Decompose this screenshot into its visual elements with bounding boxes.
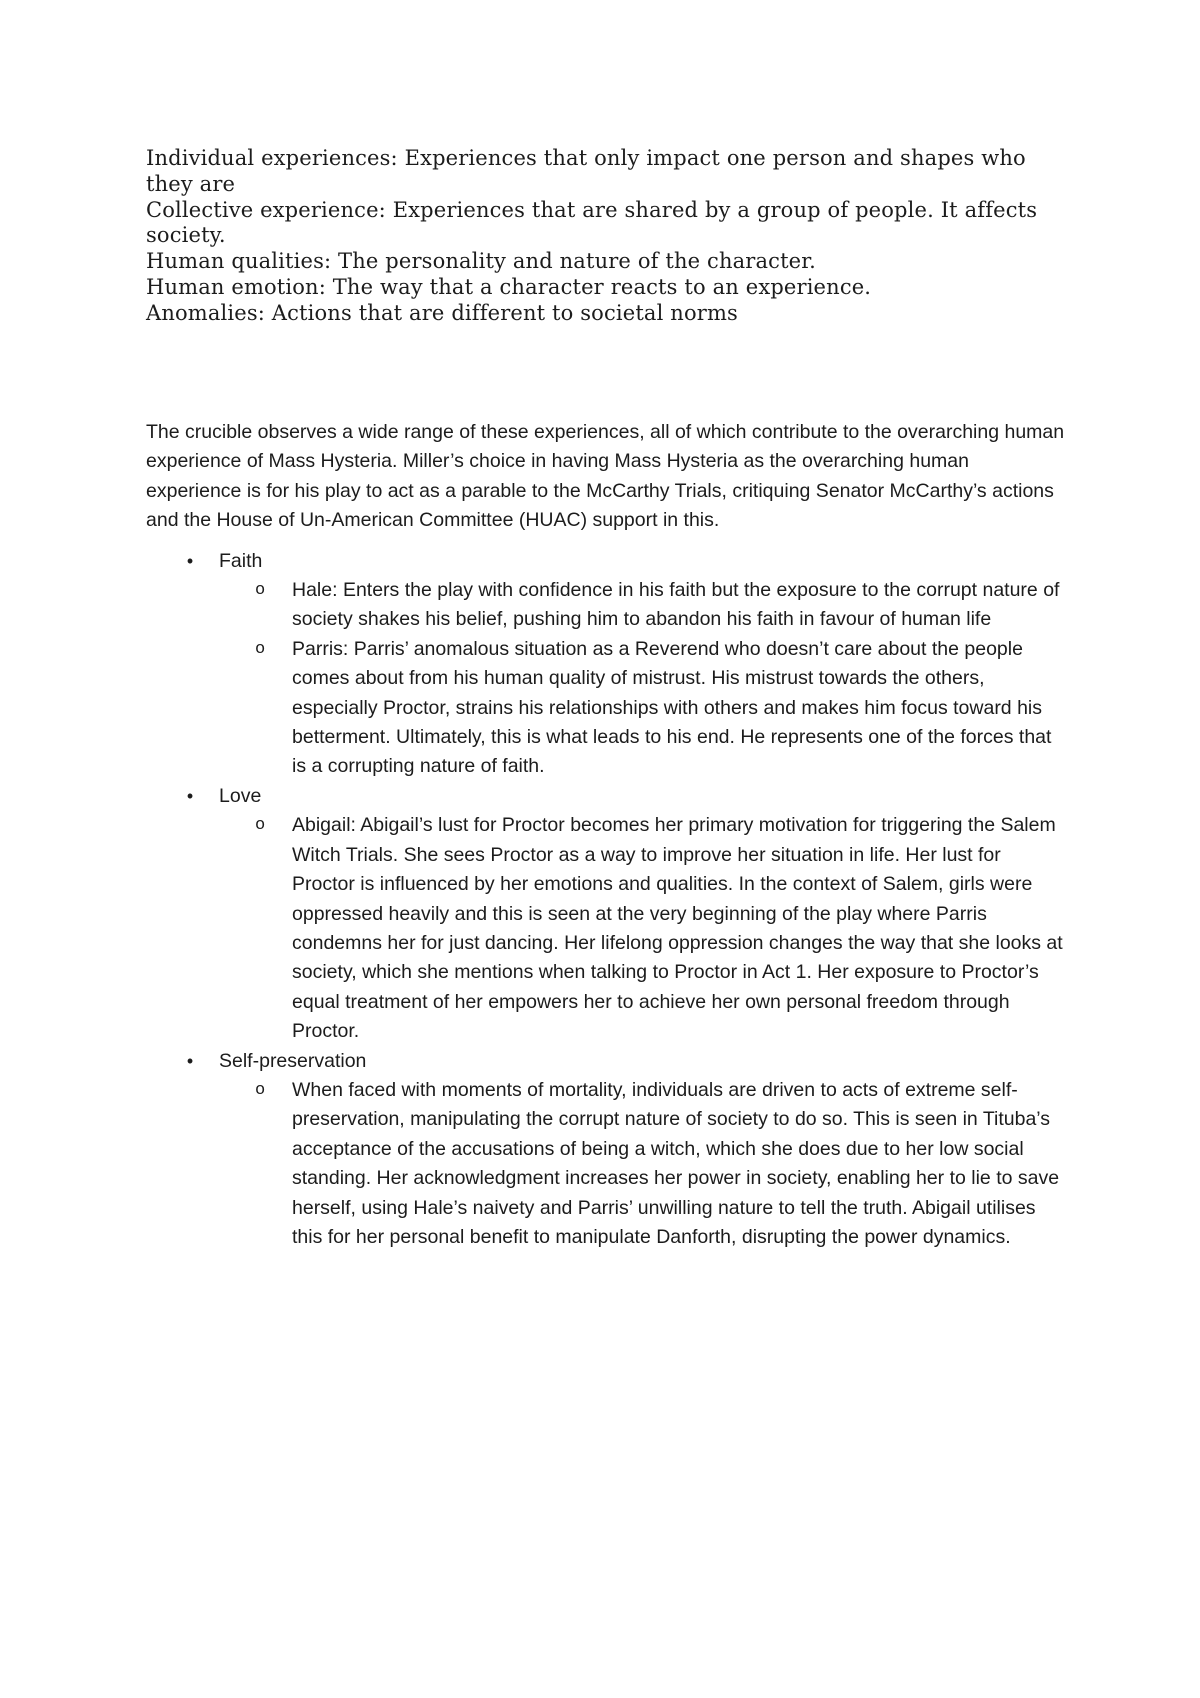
topic-label: Faith	[219, 549, 263, 572]
circle-bullet-icon: o	[255, 581, 266, 601]
topic-love	[146, 782, 1066, 1047]
subpoint-mortality	[219, 1076, 1066, 1252]
circle-bullet-icon: o	[255, 1080, 266, 1100]
bullet-icon: •	[186, 785, 194, 806]
definition-individual-experiences: Individual experiences: Experiences that only impact one person and shapes who they are	[146, 146, 1026, 196]
subpoint-parris	[219, 635, 1066, 782]
definition-anomalies: Anomalies: Actions that are different to societal norms	[146, 300, 738, 325]
bullet-icon: •	[186, 550, 194, 571]
subpoint-text: Abigail: Abigail’s lust for Proctor becomes her primary motivation for triggering the Salem Witch Trials. She sees Proctor as a way to improve her situation in life. Her lust for Proctor is influenced by her emotions and qualities. In the context of Salem, girls were oppressed heavily and this is seen at the very beginning of the play where Parris condemns her for just dancing. Her lifelong oppression changes the way that she looks at society, which she mentions when talking to Proctor in Act 1. Her exposure to Proctor’s equal treatment of her empowers her to achieve her own personal freedom through Proctor.	[292, 814, 1063, 1043]
topic-label: Love	[219, 784, 262, 807]
subpoint-abigail	[219, 811, 1066, 1046]
essay-body	[146, 418, 1066, 1252]
topic-faith	[146, 547, 1066, 782]
topic-self-preservation	[146, 1047, 1066, 1253]
definition-human-emotion: Human emotion: The way that a character reacts to an experience.	[146, 274, 872, 299]
subpoint-text: Parris: Parris’ anomalous situation as a Reverend who doesn’t care about the people comes about from his human quality of mistrust. His mistrust towards the others, especially Proctor, strains his relationships with others and makes him focus toward his betterment. Ultimately, this is what leads to his end. He represents one of the forces that is a corrupting nature of faith.	[292, 637, 1052, 778]
subpoint-list	[219, 1076, 1066, 1252]
definition-collective-experience: Collective experience: Experiences that are shared by a group of people. It affects society.	[146, 197, 1038, 248]
circle-bullet-icon: o	[255, 816, 266, 836]
definitions-block	[146, 146, 1046, 327]
topic-label: Self-preservation	[219, 1049, 367, 1072]
circle-bullet-icon: o	[255, 639, 266, 659]
subpoint-text: When faced with moments of mortality, individuals are driven to acts of extreme self-preservation, manipulating the corrupt nature of society to do so. This is seen in Tituba’s acceptance of the accusations of being a witch, which she does due to her low social standing. Her acknowledgment increases her power in society, enabling her to lie to save herself, using Hale’s naivety and Parris’ unwilling nature to tell the truth. Abigail utilises this for her personal benefit to manipulate Danforth, disrupting the power dynamics.	[292, 1078, 1060, 1248]
subpoint-hale	[219, 576, 1066, 635]
subpoint-list	[219, 576, 1066, 782]
subpoint-text: Hale: Enters the play with confidence in his faith but the exposure to the corrupt nature of society shakes his belief, pushing him to abandon his faith in favour of human life	[292, 579, 1060, 631]
intro-paragraph: The crucible observes a wide range of these experiences, all of which contribute to the overarching human experience of Mass Hysteria. Miller’s choice in having Mass Hysteria as the overarching human experience is for his play to act as a parable to the McCarthy Trials, critiquing Senator McCarthy’s actions and the House of Un-American Committee (HUAC) support in this.	[146, 421, 1065, 532]
topic-list	[146, 547, 1066, 1253]
bullet-icon: •	[186, 1050, 194, 1071]
subpoint-list	[219, 811, 1066, 1046]
definition-human-qualities: Human qualities: The personality and nature of the character.	[146, 249, 816, 274]
